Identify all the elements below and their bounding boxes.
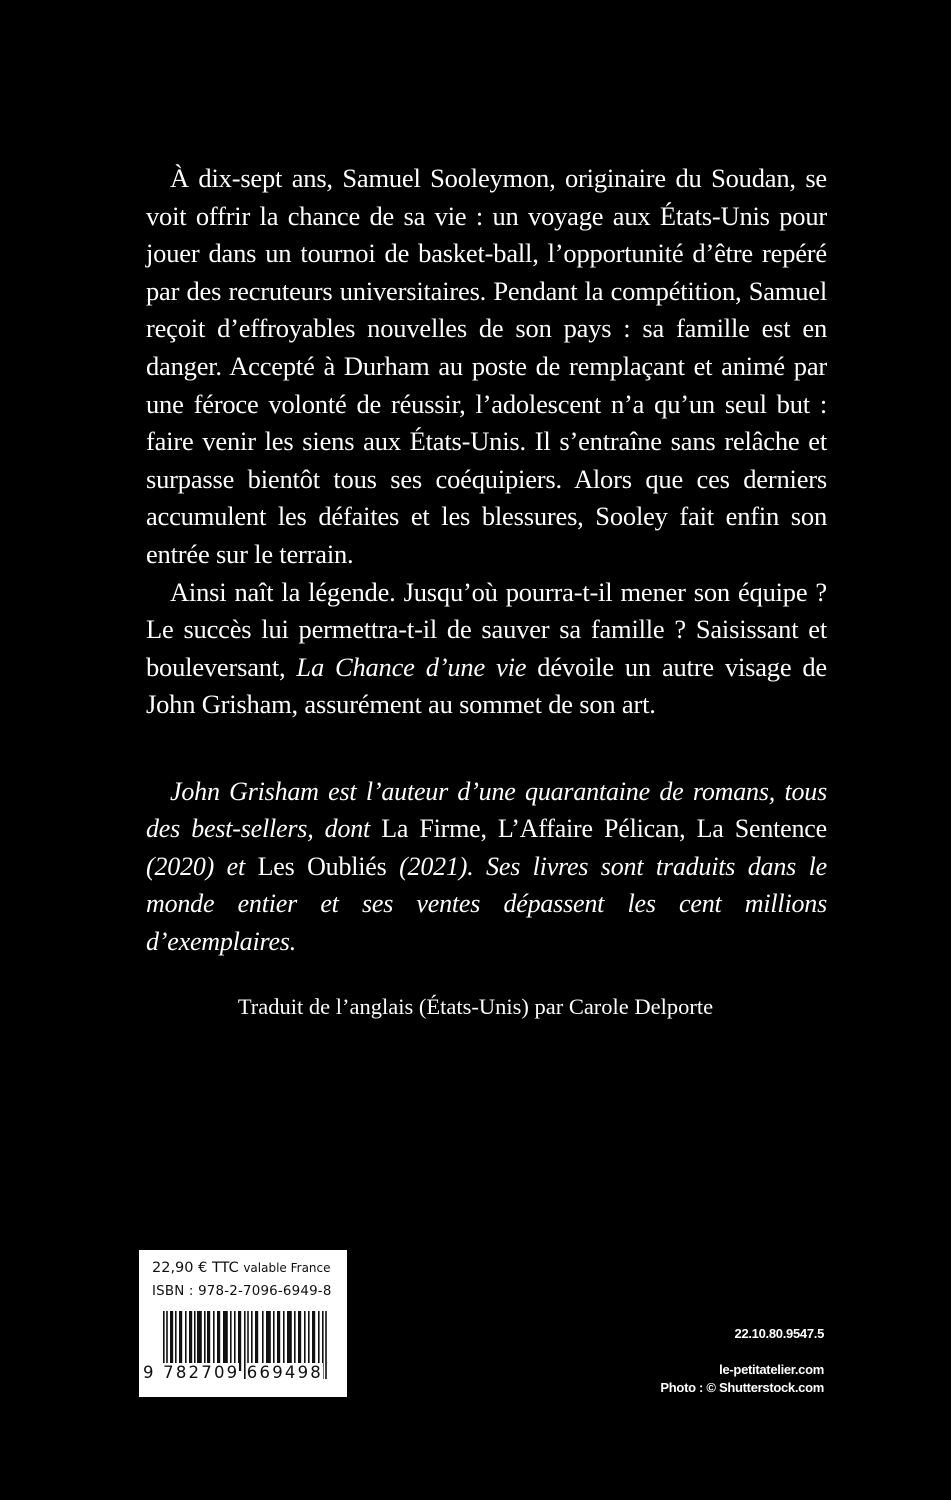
author-bio xyxy=(146,773,827,960)
barcode-digits xyxy=(143,1363,343,1382)
bio-title-4: Les Oubliés xyxy=(257,851,387,881)
book-blurb xyxy=(146,160,827,724)
price-barcode-box xyxy=(139,1250,347,1397)
bio-intro: John Grisham est l’auteur d’une quarantaine de romans, tous des best-sellers, dont xyxy=(146,777,827,844)
barcode-digits-left: 782709 xyxy=(163,1363,240,1382)
publisher-website: le-petitatelier.com xyxy=(719,1362,824,1377)
price-line xyxy=(152,1260,331,1276)
bio-separator: , xyxy=(480,814,498,844)
bio-separator: , xyxy=(679,814,697,844)
barcode-digits-right: 669498 xyxy=(246,1363,323,1382)
bio-title-1: La Firme xyxy=(381,814,481,844)
blurb-paragraph-2-start: Ainsi naît la légende. Jusqu’où pourra-t-il mener son équipe ? Le succès lui permettra-t-il de sauver sa famille ? Saisissant et bouleversant, xyxy=(146,576,827,682)
product-code: 22.10.80.9547.5 xyxy=(734,1326,824,1341)
bio-year: (2020) et xyxy=(146,851,258,881)
price-validity: valable France xyxy=(243,1261,331,1275)
blurb-paragraph-2 xyxy=(146,574,827,724)
blurb-paragraph-2-end: dévoile un autre visage de John Grisham, assurément au sommet de son art. xyxy=(146,651,827,720)
translator-credit: Traduit de l’anglais (États-Unis) par Carole Delporte xyxy=(237,994,714,1019)
photo-credit: Photo : © Shutterstock.com xyxy=(660,1380,824,1395)
barcode-digit-lead: 9 xyxy=(143,1363,156,1382)
blurb-paragraph-1: À dix-sept ans, Samuel Sooleymon, originaire du Soudan, se voit offrir la chance de sa vie : un voyage aux États-Unis pour jouer dans un tournoi de basket-ball, l’opportunité d’être repéré par des recruteurs universitaires. Pendant la compétition, Samuel reçoit d’effroyables nouvelles de son pays : sa famille est en danger. Accepté à Durham au poste de remplaçant et animé par une féroce volonté de réussir, l’adolescent n’a qu’un seul but : faire venir les siens aux États-Unis. Il s’entraîne sans relâche et surpasse bientôt tous ses coéquipiers. Alors que ces derniers accumulent les défaites et les blessures, Sooley fait enfin son entrée sur le terrain. xyxy=(146,163,827,569)
isbn: ISBN : 978-2-7096-6949-8 xyxy=(152,1284,332,1299)
bio-title-2: L’Affaire Pélican xyxy=(497,814,680,844)
price: 22,90 € TTC xyxy=(152,1260,239,1276)
author-bio-paragraph xyxy=(146,773,827,960)
bio-title-3: La Sentence xyxy=(696,814,827,844)
bio-closing: (2021). Ses livres sont traduits dans le monde entier et ses ventes dépassent les cent millions d’exemplaires. xyxy=(146,851,827,956)
book-title: La Chance d’une vie xyxy=(296,651,527,682)
